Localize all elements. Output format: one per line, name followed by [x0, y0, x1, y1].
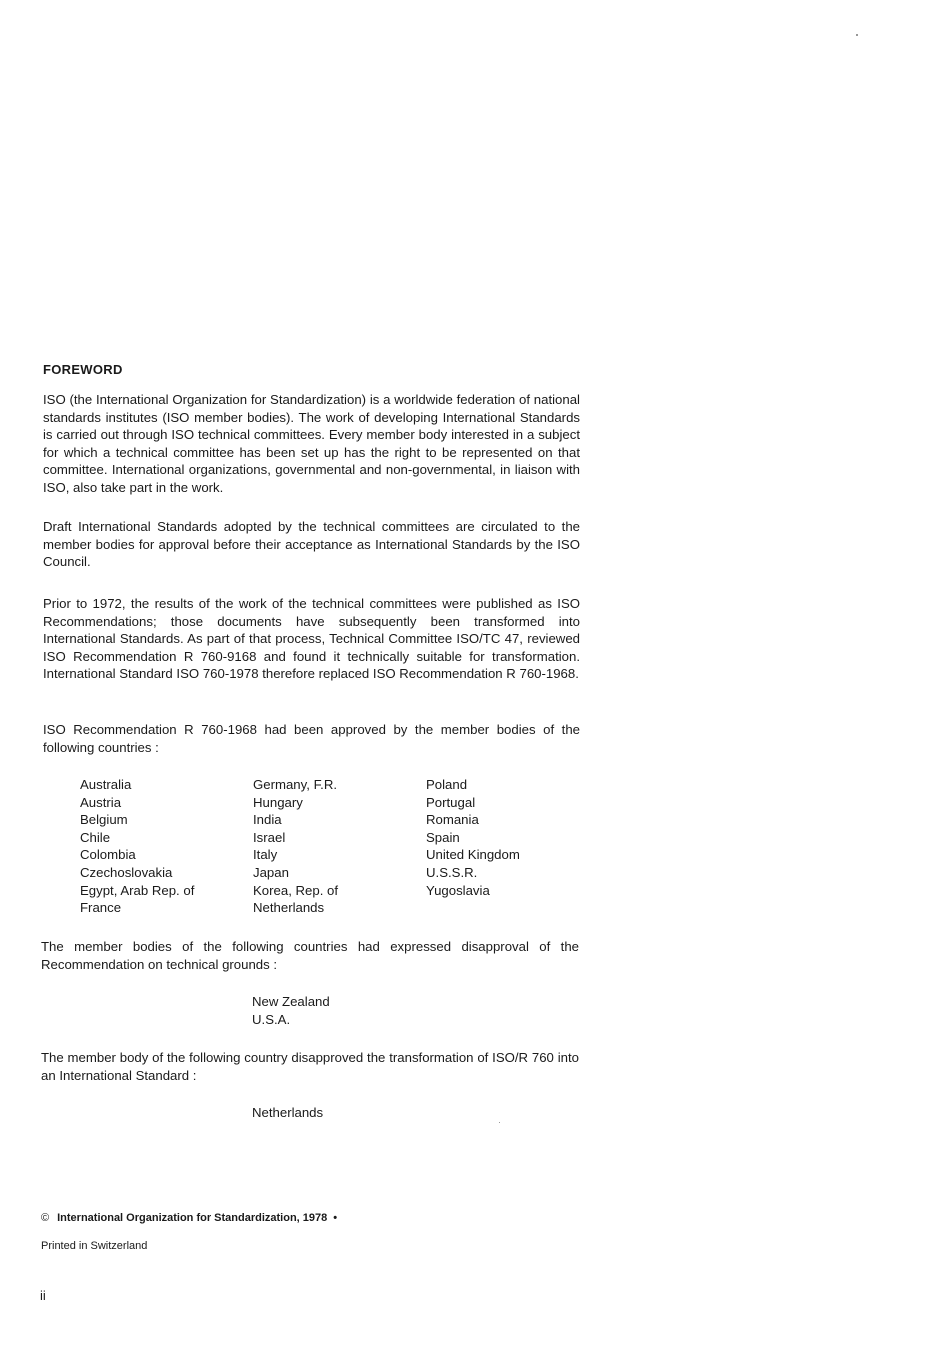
printed-in-note: Printed in Switzerland: [41, 1240, 148, 1252]
country-item: Romania: [426, 812, 479, 828]
country-item: Egypt, Arab Rep. of: [80, 882, 195, 898]
country-item: Germany, F.R.: [253, 777, 338, 792]
copyright-text: International Organization for Standardization, 1978: [57, 1212, 328, 1224]
foreword-paragraph-2: Draft International Standards adopted by the technical committees are circulated to the member bodies for approval before their acceptance as International Standards by the ISO Council.: [43, 519, 580, 570]
disapproving-countries-list: [252, 993, 330, 1028]
country-item: U.S.S.R.: [426, 864, 478, 880]
copyright-icon: ©: [41, 1212, 50, 1224]
approving-countries-list: [80, 776, 599, 917]
country-item: Belgium: [80, 812, 128, 828]
countries-column-2: [253, 776, 426, 917]
country-item: Czechoslovakia: [80, 864, 173, 880]
transformation-disapproval-list: [252, 1104, 323, 1122]
country-item: Poland: [426, 777, 468, 792]
scan-speck: [856, 34, 858, 36]
countries-column-3: [426, 776, 599, 917]
country-item: Austria: [80, 794, 122, 810]
foreword-paragraph-6: The member body of the following country disapproved the transformation of ISO/R 760 into an International Standard :: [41, 1050, 579, 1083]
countries-column-1: [80, 776, 253, 917]
country-item: Korea, Rep. of: [253, 882, 339, 898]
country-item: New Zealand: [252, 994, 330, 1009]
page-number: ii: [40, 1288, 46, 1303]
country-item: Chile: [80, 829, 111, 845]
country-item: Yugoslavia: [426, 882, 490, 898]
foreword-paragraph-3: Prior to 1972, the results of the work of the technical committees were published as ISO Recommendations; those documents have subsequently been transformed into International Standards. As part of that process, Technical Committee ISO/TC 47, reviewed ISO Recommendation R 760-9168 and found it technically suitable for transformation. International Standard ISO 760-1978 therefore replaced ISO Recommendation R 760-1968.: [43, 596, 580, 682]
foreword-paragraph-4: ISO Recommendation R 760-1968 had been approved by the member bodies of the following countries :: [43, 722, 580, 755]
country-item: Japan: [253, 864, 289, 880]
foreword-heading: FOREWORD: [43, 362, 123, 377]
country-item: India: [253, 812, 282, 828]
country-item: Colombia: [80, 847, 136, 863]
country-item: Netherlands: [252, 1105, 324, 1120]
country-item: United Kingdom: [426, 847, 520, 863]
copyright-notice: [41, 1212, 337, 1224]
country-item: Netherlands: [253, 900, 325, 916]
country-item: Spain: [426, 829, 460, 845]
country-item: Portugal: [426, 794, 476, 810]
bullet-icon: •: [333, 1212, 338, 1224]
foreword-paragraph-5: The member bodies of the following countries had expressed disapproval of the Recommendation on technical grounds :: [41, 939, 579, 972]
country-item: France: [80, 900, 122, 916]
foreword-paragraph-1: ISO (the International Organization for Standardization) is a worldwide federation of national standards institutes (ISO member bodies). The work of developing International Standards is carried out through ISO technical committees. Every member body interested in a subject for which a technical committee has been set up has the right to be represented on that committee. International organizations, governmental and non-governmental, in liaison with ISO, also take part in the work.: [43, 392, 580, 495]
country-item: Italy: [253, 847, 278, 863]
country-item: Israel: [253, 829, 286, 845]
country-item: Hungary: [253, 794, 303, 810]
country-item: Australia: [80, 777, 132, 792]
scan-speck: [499, 1122, 500, 1123]
country-item: U.S.A.: [252, 1011, 291, 1027]
